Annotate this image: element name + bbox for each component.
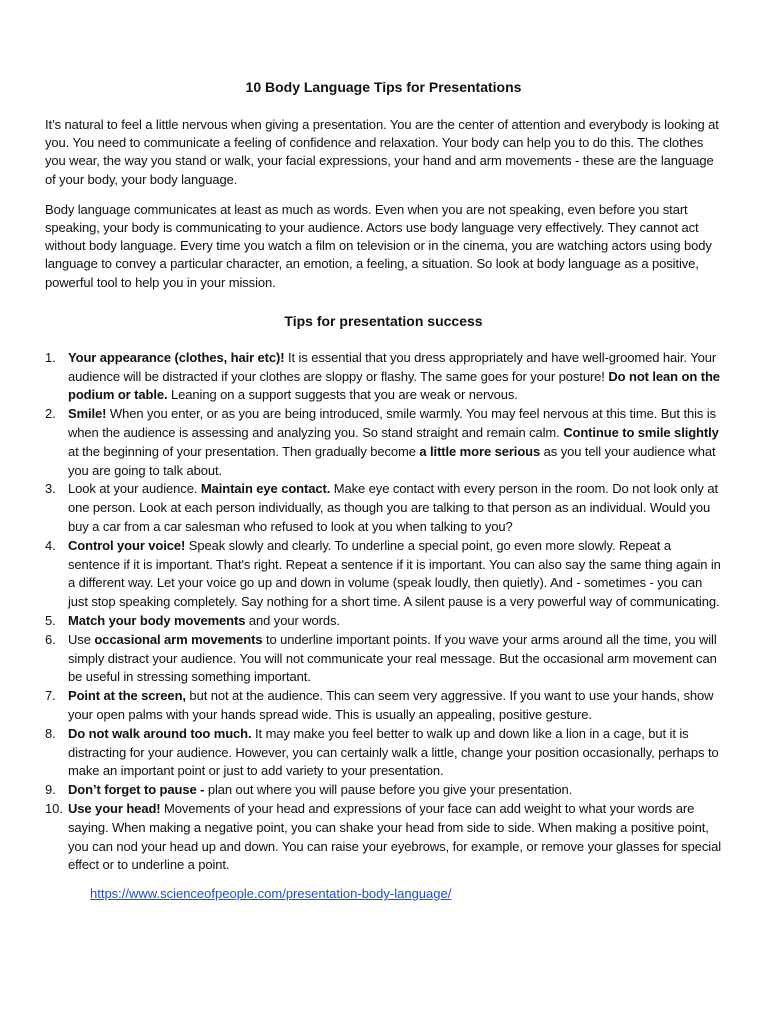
- document-title: 10 Body Language Tips for Presentations: [245, 79, 522, 95]
- tip-text: Movements of your head and expressions of your face can add weight to what your words are saying. When making a negative point, you can shake your head from side to side. When making a positive point, you can nod your head up and down. You can raise your eyebrows, for example, or remove your glasses for special effect or to underline a point.: [68, 800, 722, 873]
- tip-text: It is essential that you dress appropriately and have well-groomed hair. Your audience will be distracted if your clothes are sloppy or flashy. The same goes for your posture!: [68, 349, 717, 384]
- tip-number: 7.: [45, 688, 56, 704]
- tips-list: [45, 349, 722, 875]
- tip-number: 1.: [45, 349, 56, 365]
- tip-bold-text: Do not lean on the podium or table.: [68, 368, 720, 403]
- tip-bold-text: Smile!: [68, 406, 107, 422]
- tip-bold-text: Use your head!: [68, 800, 161, 816]
- tip-item: [45, 480, 722, 536]
- tip-bold-text: Match your body movements: [68, 612, 246, 628]
- tip-number: 8.: [45, 725, 56, 741]
- tip-item: [45, 537, 722, 612]
- source-link[interactable]: https://www.scienceofpeople.com/presentation-body-language/: [90, 886, 452, 902]
- tip-text: Use: [68, 631, 95, 647]
- tip-text: plan out where you will pause before you give your presentation.: [204, 782, 573, 798]
- tip-bold-text: Do not walk around too much.: [68, 725, 252, 741]
- tip-number: 10.: [45, 800, 63, 816]
- tip-text: to underline important points. If you wave your arms around all the time, you will simply distract your audience. You will not communicate your real message. But the occasional arm movement can be useful in stressing something important.: [68, 631, 717, 685]
- tip-item: [45, 781, 722, 800]
- tip-number: 4.: [45, 537, 56, 553]
- tip-bold-text: a little more serious: [419, 443, 541, 459]
- tip-item: [45, 725, 722, 781]
- tip-text: Leaning on a support suggests that you are weak or nervous.: [167, 387, 518, 403]
- tip-text: Speak slowly and clearly. To underline a special point, go even more slowly. Repeat a sentence if it is important. That's right. Repeat a sentence if it is important. You can also say the same thing again in a different way. Let your voice go up and down in volume (speak loudly, then quietly). And - sometimes - you can just stop speaking completely. Say nothing for a short time. A silent pause is a very powerful way of communicating.: [68, 537, 721, 610]
- tip-bold-text: occasional arm movements: [94, 631, 263, 647]
- tip-number: 3.: [45, 481, 56, 497]
- tip-item: [45, 631, 722, 687]
- tip-text: Make eye contact with every person in the room. Do not look only at one person. Look at each person individually, as though you are talking to that person as an individual. Would you buy a car from a car salesman who refused to look at you when talking to you?: [68, 481, 718, 534]
- tip-text: When you enter, or as you are being introduced, smile warmly. You may feel nervous at this time. But this is when the audience is assessing and analyzing you. So stand straight and remain calm.: [68, 406, 716, 441]
- body-language-paragraph: Body language communicates at least as much as words. Even when you are not speaking, even before you start speaking, your body is communicating to your audience. Actors use body language very effectively. They cannot act without body language. Every time you watch a film on television or in the cinema, you are watching actors using body language to convey a particular character, an emotion, a feeling, a situation. So look at body language as a positive, powerful tool to help you in your mission.: [45, 201, 712, 290]
- tip-number: 5.: [45, 612, 56, 628]
- tip-text: as you tell your audience what you are going to talk about.: [68, 443, 716, 478]
- tip-item: [45, 405, 722, 480]
- tip-text: Look at your audience.: [68, 481, 201, 497]
- tip-item: [45, 687, 722, 725]
- intro-paragraph: It’s natural to feel a little nervous when giving a presentation. You are the center of attention and everybody is looking at you. You need to communicate a feeling of confidence and relaxation. Your body can help you to do this. The clothes you wear, the way you stand or walk, your facial expressions, your hand and arm movements - these are the language of your body, your body language.: [45, 117, 719, 187]
- tip-number: 9.: [45, 782, 56, 798]
- tip-bold-text: Point at the screen,: [68, 688, 186, 704]
- tip-bold-text: Maintain eye contact.: [200, 481, 331, 497]
- tip-text: at the beginning of your presentation. Then gradually become: [68, 443, 420, 459]
- tip-text: It may make you feel better to walk up and down like a lion in a cage, but it is distracting for your audience. However, you can certainly walk a little, change your position occasionally, perhaps to make an important point or just to add variety to your presentation.: [68, 725, 719, 779]
- tip-text: and your words.: [245, 612, 340, 628]
- tip-bold-text: Your appearance (clothes, hair etc)!: [68, 349, 285, 365]
- tips-subtitle: Tips for presentation success: [284, 312, 483, 329]
- tip-text: but not at the audience. This can seem very aggressive. If you want to use your hands, show your open palms with your hands spread wide. This is usually an appealing, positive gesture.: [68, 688, 714, 722]
- tip-bold-text: Continue to smile slightly: [563, 425, 719, 441]
- tip-item: [45, 800, 722, 875]
- tip-bold-text: Don’t forget to pause -: [68, 782, 205, 798]
- tip-item: [45, 349, 722, 405]
- tip-item: [45, 612, 722, 631]
- tip-number: 2.: [45, 406, 56, 422]
- tip-bold-text: Control your voice!: [68, 537, 186, 553]
- source-link-wrap: [90, 885, 722, 903]
- tip-number: 6.: [45, 631, 56, 647]
